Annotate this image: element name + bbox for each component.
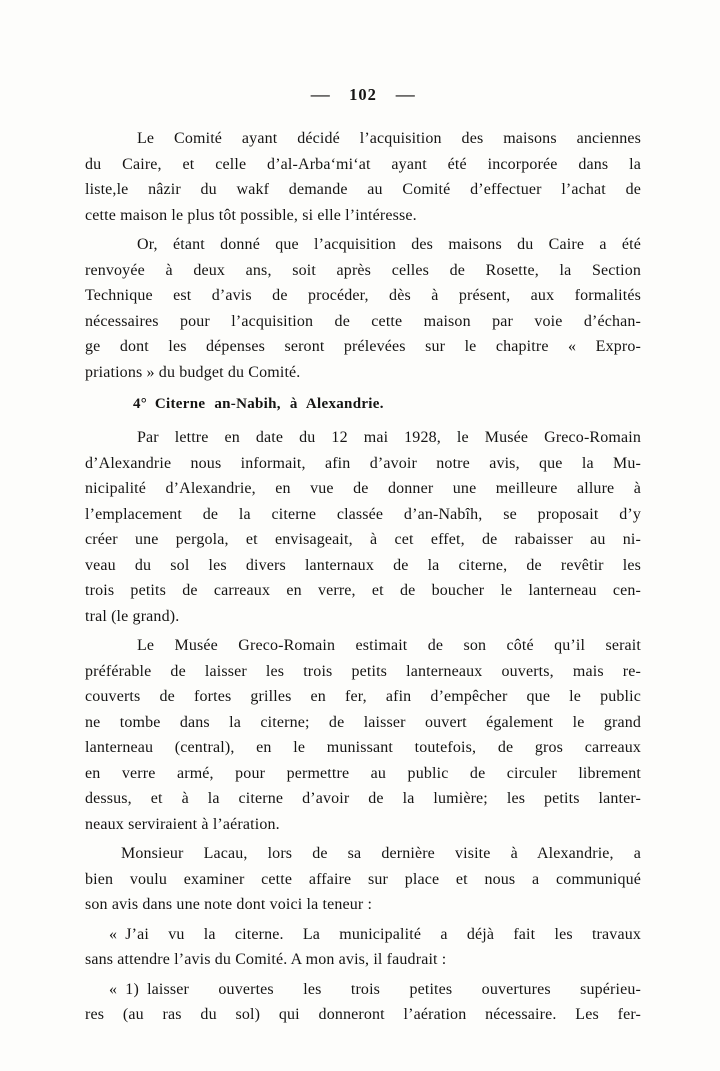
text-line: « 1) laisser ouvertes les trois petites ouvertures supérieu- (109, 980, 641, 998)
text-line: nécessaires pour l’acquisition de cette maison par voie d’échan- (85, 312, 641, 330)
page-number-right-dash: — (395, 84, 416, 104)
text-line: Le Comité ayant décidé l’acquisition des maisons anciennes (137, 130, 641, 147)
paragraph (85, 425, 641, 629)
text-block (85, 0, 641, 1028)
paragraph (85, 126, 641, 228)
text-line: sans attendre l’avis du Comité. A mon avis, il faudrait : (85, 951, 447, 968)
text-line: Or, étant donné que l’acquisition des maisons du Caire a été (137, 236, 641, 253)
text-line: neaux serviraient à l’aération. (85, 815, 280, 833)
text-line: liste,le nâzir du wakf demande au Comité d’effectuer l’achat de (85, 181, 641, 198)
paragraph (85, 232, 641, 385)
paragraph (85, 841, 641, 918)
text-line: préférable de laisser les trois petits lanterneaux ouverts, mais re- (85, 662, 641, 680)
text-line: ge dont les dépenses seront prélevées sur le chapitre « Expro- (85, 338, 641, 355)
text-line: son avis dans une note dont voici la teneur : (85, 896, 373, 913)
text-line: « J’ai vu la citerne. La municipalité a déjà fait les travaux (109, 925, 641, 943)
paragraph (85, 977, 641, 1028)
text-line: l’emplacement de la citerne classée d’an-Nabîh, se proposait d’y (85, 505, 641, 523)
text-line: en verre armé, pour permettre au public de circuler librement (85, 764, 641, 782)
page-number-left-dash: — (310, 84, 331, 104)
text-line: nicipalité d’Alexandrie, en vue de donner une meilleure allure à (85, 480, 641, 497)
text-line: lanterneau (central), en le munissant toutefois, de gros carreaux (85, 739, 641, 756)
text-line: ne tombe dans la citerne; de laisser ouvert également le grand (85, 713, 641, 731)
text-line: dessus, et à la citerne d’avoir de la lumière; les petits lanter- (85, 790, 641, 807)
text-line: bien voulu examiner cette affaire sur place et nous a communiqué (85, 870, 641, 888)
text-line: du Caire, et celle d’al-Arba‘mi‘at ayant été incorporée dans la (85, 155, 641, 173)
paragraph (85, 922, 641, 973)
section-heading: 4° Citerne an-Nabih, à Alexandrie. (133, 396, 384, 412)
page-number-value: 102 (349, 84, 377, 104)
text-line: trois petits de carreaux en verre, et de boucher le lanterneau cen- (85, 582, 641, 599)
text-line: Monsieur Lacau, lors de sa dernière visite à Alexandrie, a (121, 845, 641, 862)
text-line: Technique est d’avis de procéder, dès à présent, aux formalités (85, 287, 641, 304)
page-number (85, 84, 641, 105)
text-line: Le Musée Greco-Romain estimait de son côté qu’il serait (137, 637, 641, 654)
text-line: créer une pergola, et envisageait, à cet effet, de rabaisser au ni- (85, 531, 641, 548)
text-line: renvoyée à deux ans, soit après celles de Rosette, la Section (85, 261, 641, 279)
text-line: veau du sol les divers lanternaux de la citerne, de revêtir les (85, 556, 641, 574)
text-line: priations » du budget du Comité. (85, 363, 301, 381)
text-line: tral (le grand). (85, 607, 180, 625)
text-line: couverts de fortes grilles en fer, afin d’empêcher que le public (85, 688, 641, 705)
text-line: res (au ras du sol) qui donneront l’aération nécessaire. Les fer- (85, 1006, 641, 1023)
paragraph (85, 633, 641, 837)
text-line: d’Alexandrie nous informait, afin d’avoir notre avis, que la Mu- (85, 454, 641, 472)
text-line: cette maison le plus tôt possible, si elle l’intéresse. (85, 206, 417, 224)
text-line: Par lettre en date du 12 mai 1928, le Musée Greco-Romain (137, 429, 641, 446)
